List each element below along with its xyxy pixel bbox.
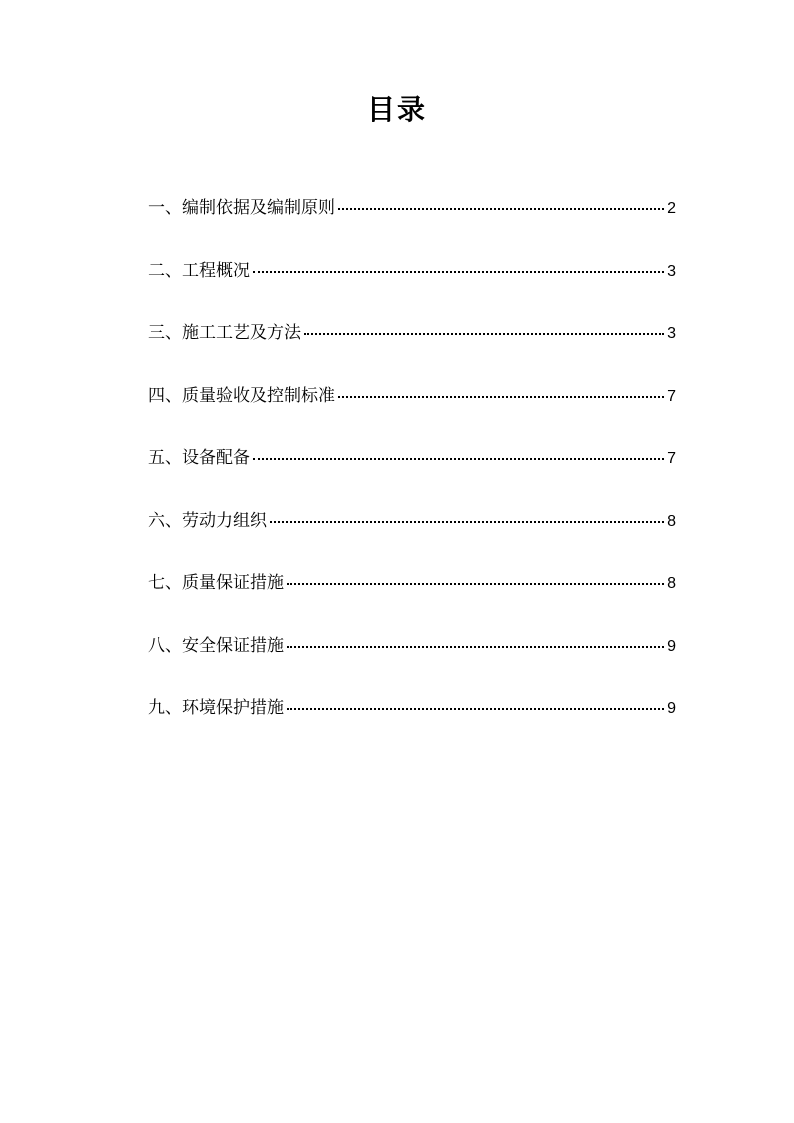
- toc-entry-page-number: 9: [667, 700, 676, 717]
- toc-dot-leader: [338, 208, 664, 210]
- toc-entry-text: 七、质量保证措施: [148, 573, 284, 593]
- toc-entry[interactable]: [148, 696, 676, 721]
- toc-entry[interactable]: [148, 384, 676, 409]
- toc-entry-text: 二、工程概况: [148, 260, 250, 281]
- toc-entry[interactable]: [148, 259, 676, 284]
- toc-entry[interactable]: [148, 509, 676, 534]
- toc-entry-page-number: 9: [667, 637, 676, 655]
- toc-entry-page-number: 3: [667, 325, 676, 342]
- toc-entry-text: 八、安全保证措施: [148, 635, 284, 656]
- toc-entry-text: 五、设备配备: [148, 448, 250, 468]
- toc-title: 目录: [366, 93, 427, 126]
- toc-entry[interactable]: [148, 196, 676, 221]
- toc-dot-leader: [270, 521, 664, 523]
- toc-entry-page-number: 7: [667, 450, 676, 467]
- toc-entry-text: 六、劳动力组织: [148, 510, 267, 531]
- toc-entry-text: 九、环境保护措施: [148, 698, 284, 718]
- toc-entry[interactable]: [148, 571, 676, 596]
- toc-dot-leader: [338, 396, 664, 398]
- toc-entry[interactable]: [148, 634, 676, 659]
- toc-dot-leader: [304, 333, 664, 335]
- toc-entry[interactable]: [148, 446, 676, 471]
- toc-entry-page-number: 3: [667, 262, 676, 280]
- toc-dot-leader: [287, 708, 664, 710]
- toc-entry-page-number: 8: [667, 512, 676, 530]
- toc-dot-leader: [253, 458, 664, 460]
- toc-entry-text: 三、施工工艺及方法: [148, 323, 301, 343]
- toc-entry-text: 四、质量验收及控制标准: [148, 385, 335, 406]
- toc-entry-page-number: 8: [667, 575, 676, 592]
- toc-dot-leader: [287, 646, 664, 648]
- toc-list: [148, 196, 676, 759]
- toc-dot-leader: [287, 583, 664, 585]
- toc-entry-text: 一、编制依据及编制原则: [148, 198, 335, 218]
- toc-dot-leader: [253, 271, 664, 273]
- toc-entry[interactable]: [148, 321, 676, 346]
- toc-entry-page-number: 7: [667, 387, 676, 405]
- toc-entry-page-number: 2: [667, 200, 676, 217]
